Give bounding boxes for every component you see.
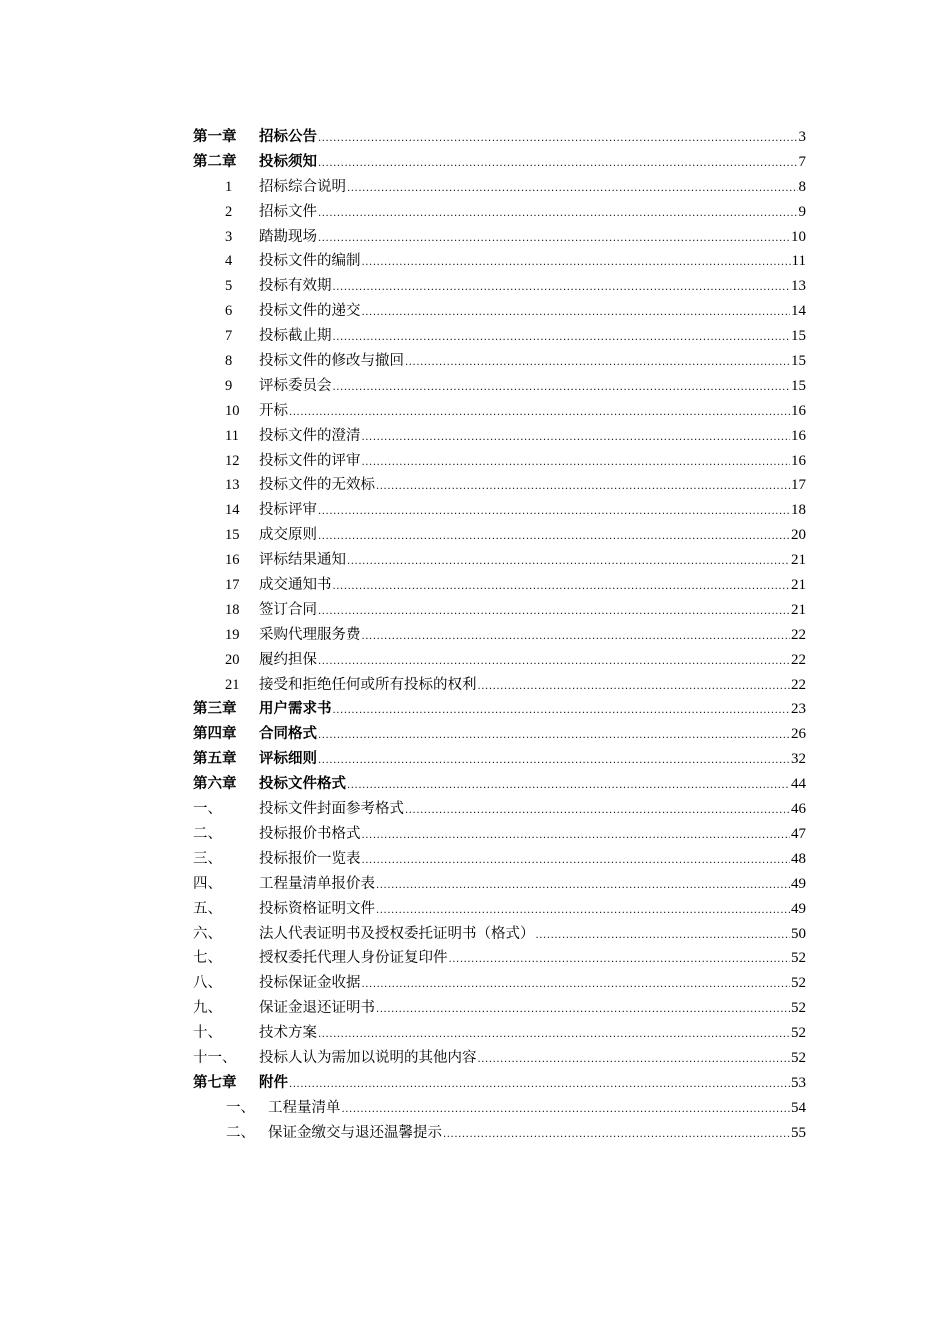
entry-number: 第二章: [193, 152, 237, 170]
toc-entry[interactable]: [193, 598, 806, 623]
entry-number: 第四章: [193, 725, 237, 743]
dot-leader: [289, 401, 790, 424]
entry-number: 21: [225, 676, 240, 693]
entry-title: 投标文件格式: [259, 775, 346, 793]
entry-page-number: 8: [798, 178, 806, 195]
dot-leader: [318, 202, 798, 225]
entry-page-number: 52: [791, 975, 806, 992]
entry-page-number: 21: [791, 577, 806, 594]
dot-leader: [333, 376, 791, 399]
entry-page-number: 50: [791, 925, 806, 942]
entry-title: 工程量清单: [268, 1099, 341, 1116]
dot-leader: [318, 227, 790, 250]
entry-title: 合同格式: [259, 725, 317, 743]
dot-leader: [318, 724, 790, 747]
toc-entry[interactable]: [193, 996, 806, 1021]
toc-entry[interactable]: [193, 175, 806, 200]
toc-entry[interactable]: [193, 1046, 806, 1071]
dot-leader: [362, 451, 791, 474]
dot-leader: [318, 500, 790, 523]
dot-leader: [362, 849, 791, 872]
toc-entry[interactable]: [193, 648, 806, 673]
entry-page-number: 52: [791, 1025, 806, 1042]
entry-title: 投标报价一览表: [259, 850, 361, 867]
toc-entry[interactable]: [193, 1021, 806, 1046]
entry-number: 四、: [193, 875, 222, 892]
toc-entry[interactable]: [193, 274, 806, 299]
entry-title: 成交通知书: [259, 577, 332, 594]
dot-leader: [478, 1048, 791, 1071]
entry-page-number: 15: [791, 353, 806, 370]
entry-title: 投标资格证明文件: [259, 900, 375, 917]
entry-title: 履约担保: [259, 651, 317, 668]
entry-number: 10: [225, 402, 240, 419]
entry-number: 8: [225, 353, 233, 370]
toc-entry[interactable]: [193, 1121, 806, 1146]
entry-number: 三、: [193, 850, 222, 867]
dot-leader: [362, 251, 791, 274]
entry-page-number: 47: [791, 825, 806, 842]
toc-entry[interactable]: [193, 772, 806, 797]
toc-entry[interactable]: [193, 722, 806, 747]
dot-leader: [342, 1098, 791, 1121]
entry-page-number: 21: [791, 552, 806, 569]
toc-entry[interactable]: [193, 971, 806, 996]
entry-title: 投标报价书格式: [259, 825, 361, 842]
dot-leader: [405, 351, 790, 374]
entry-page-number: 15: [791, 377, 806, 394]
entry-page-number: 54: [791, 1099, 806, 1116]
toc-entry[interactable]: [193, 797, 806, 822]
dot-leader: [289, 1073, 790, 1096]
entry-page-number: 46: [791, 801, 806, 818]
dot-leader: [376, 874, 790, 897]
entry-number: 11: [225, 427, 239, 444]
dot-leader: [362, 973, 791, 996]
entry-title: 工程量清单报价表: [259, 875, 375, 892]
entry-page-number: 55: [791, 1124, 806, 1141]
entry-title: 招标文件: [259, 203, 317, 220]
entry-page-number: 23: [791, 701, 806, 718]
table-of-contents: [193, 125, 806, 1146]
dot-leader: [376, 475, 790, 498]
entry-title: 投标文件的编制: [259, 253, 361, 270]
entry-title: 法人代表证明书及授权委托证明书（格式）: [259, 925, 535, 942]
toc-entry[interactable]: [193, 125, 806, 150]
entry-page-number: 22: [791, 651, 806, 668]
dot-leader: [333, 575, 791, 598]
entry-number: 十、: [193, 1025, 222, 1042]
entry-title: 投标保证金收据: [259, 975, 361, 992]
entry-number: 15: [225, 527, 240, 544]
dot-leader: [347, 550, 790, 573]
entry-title: 技术方案: [259, 1025, 317, 1042]
entry-page-number: 16: [791, 452, 806, 469]
entry-number: 八、: [193, 975, 222, 992]
dot-leader: [362, 824, 791, 847]
entry-page-number: 16: [791, 402, 806, 419]
entry-number: 二、: [193, 825, 222, 842]
entry-page-number: 17: [791, 477, 806, 494]
entry-title: 开标: [259, 402, 288, 419]
entry-page-number: 7: [798, 153, 806, 170]
entry-page-number: 22: [791, 676, 806, 693]
entry-number: 五、: [193, 900, 222, 917]
entry-page-number: 52: [791, 1000, 806, 1017]
entry-page-number: 21: [791, 601, 806, 618]
dot-leader: [318, 650, 790, 673]
entry-number: 16: [225, 552, 240, 569]
entry-number: 第三章: [193, 700, 237, 718]
dot-leader: [478, 675, 791, 698]
entry-title: 保证金退还证明书: [259, 1000, 375, 1017]
toc-entry[interactable]: [193, 249, 806, 274]
entry-number: 1: [225, 178, 233, 195]
entry-title: 授权委托代理人身份证复印件: [259, 950, 448, 967]
entry-title: 踏勘现场: [259, 228, 317, 245]
entry-title: 签订合同: [259, 601, 317, 618]
entry-page-number: 10: [791, 228, 806, 245]
entry-number: 17: [225, 577, 240, 594]
dot-leader: [376, 899, 790, 922]
entry-page-number: 20: [791, 527, 806, 544]
entry-title: 投标文件的递交: [259, 303, 361, 320]
entry-number: 第七章: [193, 1073, 237, 1091]
entry-page-number: 11: [791, 253, 806, 270]
entry-number: 14: [225, 502, 240, 519]
toc-entry[interactable]: [193, 897, 806, 922]
toc-entry[interactable]: [193, 200, 806, 225]
entry-page-number: 26: [791, 726, 806, 743]
toc-entry[interactable]: [193, 150, 806, 175]
entry-title: 投标截止期: [259, 328, 332, 345]
entry-title: 投标文件的无效标: [259, 477, 375, 494]
dot-leader: [362, 301, 791, 324]
toc-entry[interactable]: [193, 349, 806, 374]
entry-title: 评标结果通知: [259, 552, 346, 569]
dot-leader: [333, 699, 791, 722]
entry-number: 6: [225, 303, 233, 320]
toc-entry[interactable]: [193, 673, 806, 698]
entry-number: 13: [225, 477, 240, 494]
toc-entry[interactable]: [193, 374, 806, 399]
toc-entry[interactable]: [193, 548, 806, 573]
entry-number: 2: [225, 203, 233, 220]
toc-entry[interactable]: [193, 847, 806, 872]
toc-entry[interactable]: [193, 473, 806, 498]
entry-number: 9: [225, 377, 233, 394]
entry-page-number: 13: [791, 278, 806, 295]
toc-entry[interactable]: [193, 523, 806, 548]
entry-number: 20: [225, 651, 240, 668]
toc-entry[interactable]: [193, 747, 806, 772]
toc-entry[interactable]: [193, 922, 806, 947]
entry-title: 用户需求书: [259, 700, 332, 718]
toc-entry[interactable]: [193, 822, 806, 847]
entry-page-number: 18: [791, 502, 806, 519]
toc-entry[interactable]: [193, 299, 806, 324]
toc-entry[interactable]: [193, 872, 806, 897]
entry-number: 4: [225, 253, 233, 270]
dot-leader: [449, 948, 791, 971]
dot-leader: [362, 426, 791, 449]
entry-page-number: 52: [791, 950, 806, 967]
entry-title: 接受和拒绝任何或所有投标的权利: [259, 676, 477, 693]
entry-number: 七、: [193, 950, 222, 967]
dot-leader: [318, 152, 798, 175]
dot-leader: [318, 525, 790, 548]
toc-entry[interactable]: [193, 449, 806, 474]
entry-number: 5: [225, 278, 233, 295]
entry-number: 六、: [193, 925, 222, 942]
entry-page-number: 14: [791, 303, 806, 320]
entry-number: 第一章: [193, 128, 237, 145]
entry-number: 二、: [226, 1124, 255, 1141]
entry-title: 投标文件的修改与撤回: [259, 353, 404, 370]
dot-leader: [347, 774, 790, 797]
entry-page-number: 22: [791, 626, 806, 643]
dot-leader: [333, 276, 791, 299]
dot-leader: [362, 625, 791, 648]
toc-entry[interactable]: [193, 573, 806, 598]
toc-entry[interactable]: [193, 324, 806, 349]
entry-number: 第六章: [193, 775, 237, 793]
entry-number: 18: [225, 601, 240, 618]
dot-leader: [318, 127, 798, 150]
toc-entry[interactable]: [193, 498, 806, 523]
dot-leader: [333, 326, 791, 349]
toc-entry[interactable]: [193, 697, 806, 722]
entry-number: 3: [225, 228, 233, 245]
entry-number: 12: [225, 452, 240, 469]
toc-entry[interactable]: [193, 424, 806, 449]
entry-number: 十一、: [193, 1049, 237, 1066]
dot-leader: [443, 1123, 790, 1146]
dot-leader: [376, 998, 790, 1021]
entry-title: 采购代理服务费: [259, 626, 361, 643]
entry-number: 第五章: [193, 750, 237, 768]
entry-page-number: 49: [791, 900, 806, 917]
entry-number: 19: [225, 626, 240, 643]
entry-title: 评标委员会: [259, 377, 332, 394]
entry-title: 成交原则: [259, 527, 317, 544]
dot-leader: [536, 924, 791, 947]
entry-page-number: 48: [791, 850, 806, 867]
entry-page-number: 9: [798, 203, 806, 220]
entry-number: 一、: [226, 1099, 255, 1116]
entry-page-number: 16: [791, 427, 806, 444]
entry-title: 投标人认为需加以说明的其他内容: [259, 1049, 477, 1066]
entry-title: 投标文件封面参考格式: [259, 801, 404, 818]
entry-title: 保证金缴交与退还温馨提示: [268, 1124, 442, 1141]
entry-title: 投标有效期: [259, 278, 332, 295]
entry-title: 评标细则: [259, 750, 317, 768]
entry-page-number: 52: [791, 1049, 806, 1066]
toc-entry[interactable]: [193, 1071, 806, 1096]
entry-title: 附件: [259, 1073, 288, 1091]
entry-title: 投标须知: [259, 152, 317, 170]
entry-title: 招标公告: [259, 128, 317, 145]
entry-title: 投标评审: [259, 502, 317, 519]
toc-entry[interactable]: [193, 399, 806, 424]
entry-page-number: 44: [791, 776, 806, 793]
entry-page-number: 15: [791, 328, 806, 345]
entry-number: 九、: [193, 1000, 222, 1017]
entry-number: 7: [225, 328, 233, 345]
entry-page-number: 3: [798, 129, 806, 145]
dot-leader: [347, 177, 798, 200]
entry-title: 投标文件的评审: [259, 452, 361, 469]
entry-page-number: 32: [791, 751, 806, 768]
toc-entry[interactable]: [193, 946, 806, 971]
entry-page-number: 49: [791, 875, 806, 892]
entry-title: 投标文件的澄清: [259, 427, 361, 444]
entry-page-number: 53: [791, 1074, 806, 1091]
entry-title: 招标综合说明: [259, 178, 346, 195]
dot-leader: [318, 1023, 790, 1046]
dot-leader: [318, 749, 790, 772]
dot-leader: [405, 799, 790, 822]
toc-entry[interactable]: [193, 623, 806, 648]
toc-entry[interactable]: [193, 1096, 806, 1121]
entry-number: 一、: [193, 801, 222, 818]
toc-entry[interactable]: [193, 225, 806, 250]
dot-leader: [318, 600, 790, 623]
